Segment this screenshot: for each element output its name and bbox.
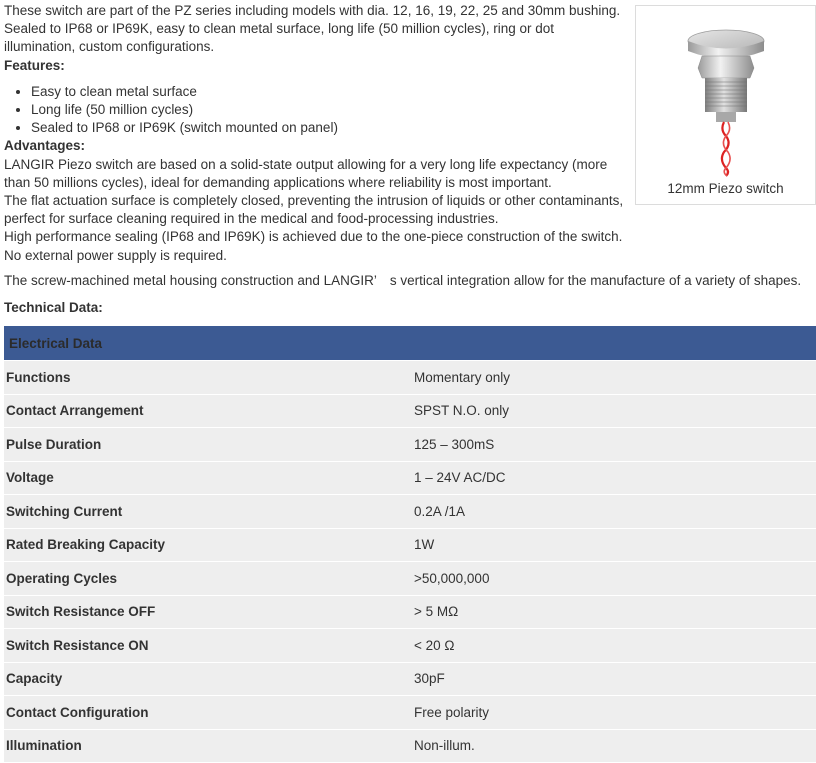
spec-value: < 20 Ω (410, 629, 816, 663)
table-row (4, 428, 816, 462)
table-row (4, 629, 816, 663)
table-row (4, 562, 816, 596)
spec-label: Operating Cycles (4, 562, 410, 596)
advantages-paragraph: LANGIR Piezo switch are based on a solid-state output allowing for a very long life expectancy (more than 50 millions cycles), ideal for demanding applications where reliability is most important. (4, 156, 608, 190)
table-row (4, 729, 816, 763)
feature-item: • Long life (50 million cycles) (31, 101, 628, 119)
table-row (4, 394, 816, 428)
features-list (4, 83, 628, 138)
table-row (4, 595, 816, 629)
product-figure (635, 5, 816, 205)
table-row (4, 696, 816, 730)
spec-value: >50,000,000 (410, 562, 816, 596)
figure-caption: 12mm Piezo switch (667, 181, 784, 196)
spec-label: Pulse Duration (4, 428, 410, 462)
spec-value: 1 – 24V AC/DC (410, 461, 816, 495)
spec-label: Illumination (4, 729, 410, 763)
spec-value: Free polarity (410, 696, 816, 730)
spec-value: > 5 MΩ (410, 595, 816, 629)
advantages-heading: Advantages: (4, 138, 86, 154)
spec-label: Contact Configuration (4, 696, 410, 730)
spec-value: 1W (410, 528, 816, 562)
spec-label: Switch Resistance ON (4, 629, 410, 663)
spec-label: Capacity (4, 662, 410, 696)
advantages-paragraph: No external power supply is required. (4, 247, 227, 263)
spec-value: Momentary only (410, 361, 816, 395)
table-row (4, 528, 816, 562)
spec-value: 30pF (410, 662, 816, 696)
table-row (4, 461, 816, 495)
features-heading: Features: (4, 57, 65, 73)
table-row (4, 361, 816, 395)
intro-paragraph: These switch are part of the PZ series including models with dia. 12, 16, 19, 22, 25 and 30mm bushing. Sealed to IP68 or IP69K, easy to clean metal surface, long life (50 million cycles), ring or dot illumination, custom configurations. (4, 3, 621, 55)
description-block (4, 2, 628, 265)
table-row (4, 662, 816, 696)
advantages-paragraph: The flat actuation surface is completely closed, preventing the intrusion of liquids or other contaminants, perfect for surface cleaning required in the medical and food-processing industries. (4, 193, 624, 227)
table-row (4, 495, 816, 529)
spec-label: Contact Arrangement (4, 394, 410, 428)
feature-item: • Easy to clean metal surface (31, 83, 628, 101)
feature-item: • Sealed to IP68 or IP69K (switch mounted on panel) (31, 119, 628, 137)
spec-label: Switch Resistance OFF (4, 595, 410, 629)
spec-label: Functions (4, 361, 410, 395)
advantages-paragraph-last: The screw-machined metal housing construction and LANGIR’ s vertical integration allow for the manufacture of a variety of shapes. (4, 273, 802, 288)
table-header: Electrical Data (4, 326, 816, 361)
spec-value: 125 – 300mS (410, 428, 816, 462)
table-header-row (4, 326, 816, 361)
spec-value: 0.2A /1A (410, 495, 816, 529)
electrical-data-table (4, 326, 816, 763)
piezo-switch-image (636, 6, 815, 204)
spec-label: Voltage (4, 461, 410, 495)
spec-label: Switching Current (4, 495, 410, 529)
spec-label: Rated Breaking Capacity (4, 528, 410, 562)
advantages-paragraph: High performance sealing (IP68 and IP69K) is achieved due to the one-piece construction of the switch. (4, 229, 623, 245)
technical-data-heading: Technical Data: (4, 300, 103, 315)
spec-value: SPST N.O. only (410, 394, 816, 428)
spec-value: Non-illum. (410, 729, 816, 763)
